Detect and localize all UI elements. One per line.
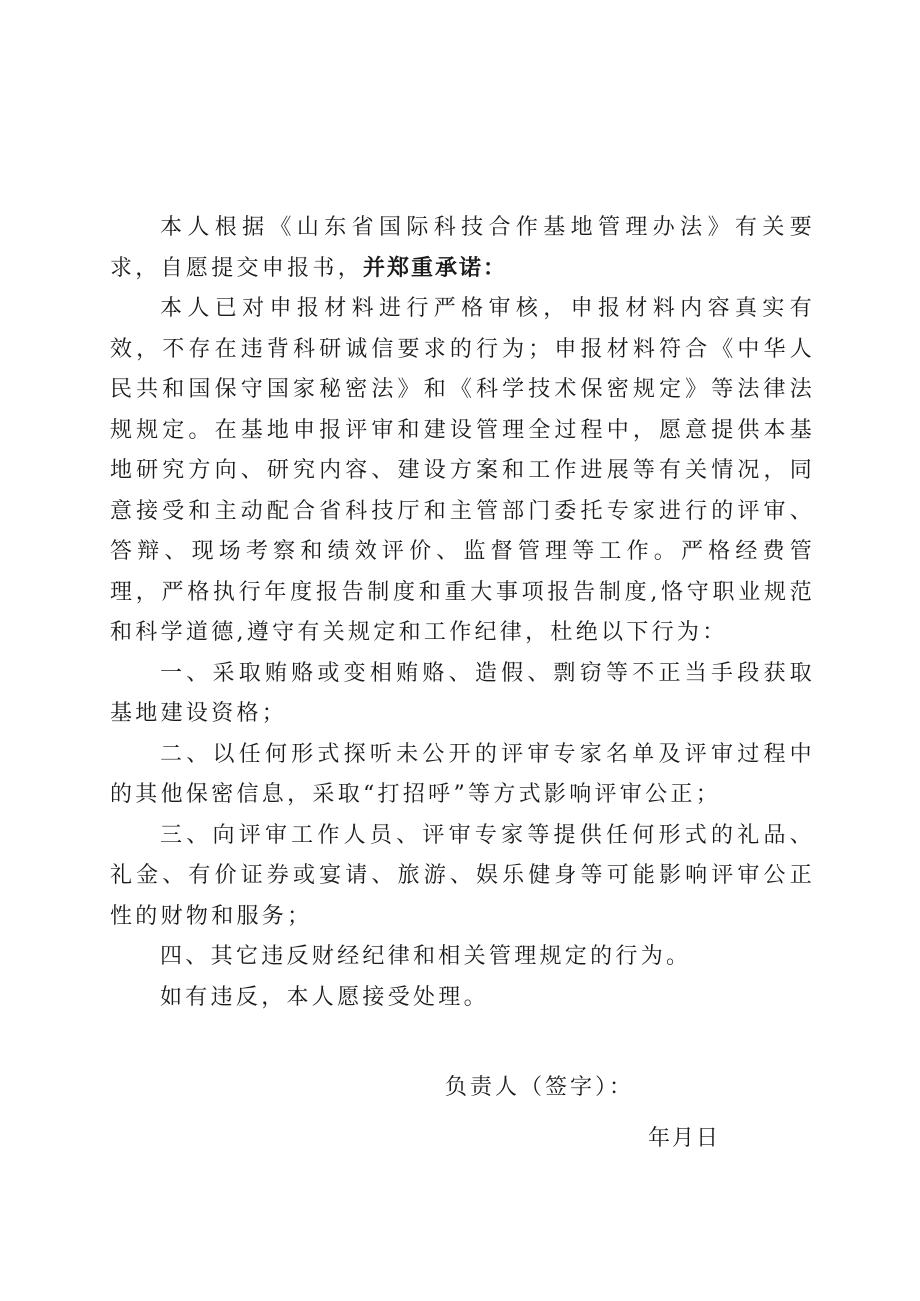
prohibited-item-4: 四、其它违反财经纪律和相关管理规定的行为。 (160, 944, 692, 969)
prohibited-item-3: 三、向评审工作人员、评审专家等提供任何形式的礼品、礼金、有价证券或宴请、旅游、娱乐健身等可能影响评审公正性的财物和服务； (110, 822, 815, 929)
intro-bold-text: 并郑重承诺： (363, 255, 508, 281)
date-label: 年月日 (648, 1126, 721, 1151)
intro-paragraph (110, 208, 815, 289)
closing-statement: 如有违反，本人愿接受处理。 (160, 984, 489, 1010)
prohibited-item-2: 二、以任何形式探听未公开的评审专家名单及评审过程中的其他保密信息，采取“打招呼”等方式影响评审公正； (110, 741, 815, 807)
commitment-body (110, 208, 815, 1018)
main-paragraph: 本人已对申报材料进行严格审核，申报材料内容真实有效，不存在违背科研诚信要求的行为；申报材料符合《中华人民共和国保守国家秘密法》和《科学技术保密规定》等法律法规规定。在基地申报评审和建设管理全过程中，愿意提供本基地研究方向、研究内容、建设方案和工作进展等有关情况，同意接受和主动配合省科技厅和主管部门委托专家进行的评审、答辩、现场考察和绩效评价、监督管理等工作。严格经费管理，严格执行年度报告制度和重大事项报告制度,恪守职业规范和科学道德,遵守有关规定和工作纪律，杜绝以下行为： (110, 296, 815, 645)
intro-text: 本人根据《山东省国际科技合作基地管理办法》有关要求，自愿提交申报书， (110, 215, 815, 281)
signature-label: 负责人（签字）： (445, 1075, 635, 1100)
prohibited-item-1: 一、采取贿赂或变相贿赂、造假、剽窃等不正当手段获取基地建设资格； (110, 660, 815, 726)
